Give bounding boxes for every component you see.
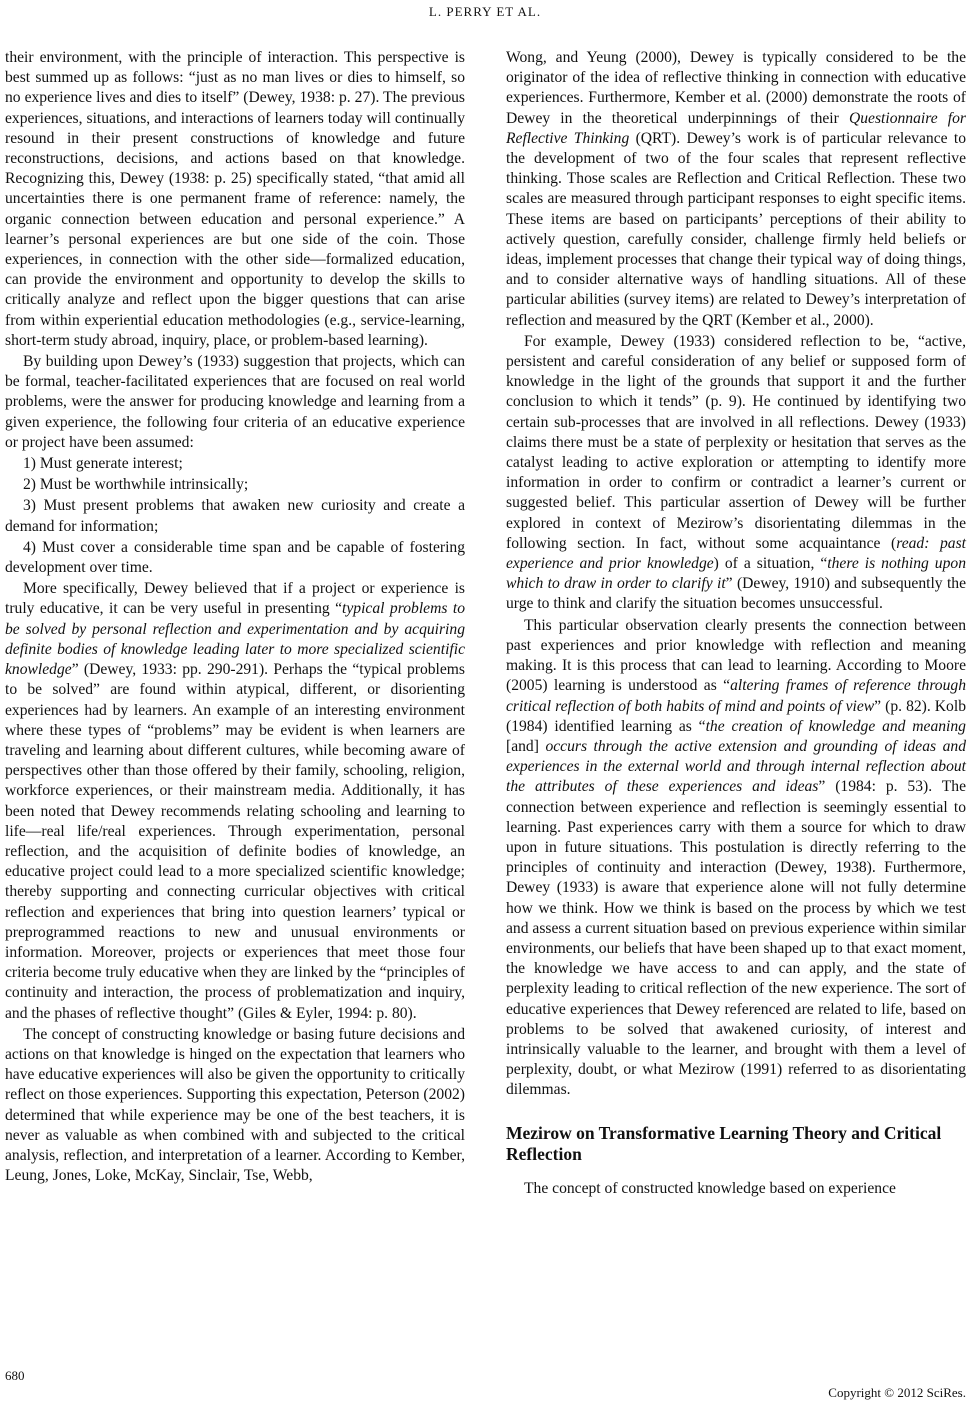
criteria-item-2: 2) Must be worthwhile intrinsically; — [23, 476, 249, 494]
title-italic: Questionnaire for Reflective Thinking — [506, 109, 966, 147]
text: For example, Dewey (1933) considered reflection to be, “active, persistent and careful consideration of any belief or supposed form of knowledge in the light of the grounds that support it and the further conclusion to which it tends” (p. 9). He continued by identifying two certain sub-processes that are involved in all reflections. Dewey (1933) claims there must be a state of perplexity or hesitation that serves as the catalyst leading to active exploration or attempting to identify more information in order to confirm or contradict a learner’s current or suggested belief. This particular assertion of Dewey will be further explored in context of Mezirow’s disorientating dilemmas in the following section. In fact, without some acquaintance ( — [506, 332, 966, 552]
text: This particular observation clearly presents the connection between past experiences and prior knowledge with reflection and meaning making. It is this process that can lead to learning. According to Moore (2005) learning is understood as “ — [506, 616, 966, 695]
quote: typical problems to be solved by personal reflection and experimentation and by acquiring definite bodies of knowledge leading later to more specialized scientific knowledge — [5, 600, 465, 679]
right-column — [506, 48, 966, 1199]
paragraph — [5, 579, 465, 1023]
paragraph: their environment, with the principle of interaction. This perspective is best summed up as follows: “just as no man lives or dies to himself, so no experience lives and dies to itself” (Dewey, 1938: p. 27). The previous experiences, situations, and interactions of learners today will continually resound in their present constructions of knowledge and future reconstructions, decisions, and actions based on that knowledge. Recognizing this, Dewey (1938: p. 25) specifically stated, “that amid all uncertainties there is one permanent frame of reference: namely, the organic connection between education and personal experience.” A learner’s personal experiences are but one side of the coin. Those experiences, in connection with the other side—formalized education, can provide the environment and opportunity to develop the skills to critically analyze and reflect upon the bigger questions that can arise from within experiential education methodologies (e.g., service-learning, short-term study abroad, inquiry, place, or problem-based learning). — [5, 49, 465, 349]
read-rest-italic: : past experience and prior knowledge — [506, 534, 966, 573]
paragraph — [506, 48, 966, 331]
text: ” (1984: p. 53). The connection between experience and reflection is seemingly essential to learning. Past experiences carry with them a source for which to draw upon in future situations. This postulation is directly referring to the principles of continuity and interaction (Dewey, 1938). Furthermore, Dewey (1933) is aware that experience alone will not fully determine how we think. How we think is based on the process by which we test and assess a current situation based on previous experience within similar environments, our beliefs that have been shaped up to that exact moment, the knowledge we have access to and can apply, and the state of perplexity leading to critical reflection of the new experience. The sort of educative experiences that Dewey referenced are related to life, based on problems to be solved that awakened curiosity, of interest and intrinsically valuable to the learner, and brought with them a level of perplexity, doubt, or what Mezirow (1991) referred to as disorientating dilemmas. — [506, 778, 966, 1099]
criteria-item-4: 4) Must cover a considerable time span and be capable of fostering development over time. — [5, 538, 465, 577]
paragraph — [506, 616, 966, 1101]
paragraph: The concept of constructing knowledge or basing future decisions and actions on that knowledge is hinged on the expectation that learners who have educative experiences will also be given the opportunity to critically reflect on those experiences. Supporting this expectation, Peterson (2002) determined that while experience may be one of the best teachers, it is never as valuable as when combined with and subjected to the critical analysis, reflection, and interpretation of a learner. According to Kember, Leung, Jones, Loke, McKay, Sinclair, Tse, Webb, — [5, 1025, 465, 1185]
page-number: 680 — [5, 1368, 25, 1383]
paragraph: The concept of constructed knowledge based on experience — [524, 1179, 896, 1197]
quote: there is nothing upon which to draw in order to clarify it — [506, 555, 966, 593]
paragraph: By building upon Dewey’s (1933) suggestion that projects, which can be formal, teacher-facilitated experiences that are focused on real world problems, were the answer for producing knowledge and learning from a given experience, the following four criteria of an educative experience or project have been assumed: — [5, 353, 465, 451]
criteria-item-1: 1) Must generate interest; — [23, 455, 183, 473]
text: More specifically, Dewey believed that if a project or experience is truly educative, it can be very useful in presenting “ — [5, 580, 465, 618]
text: [and] — [506, 737, 546, 755]
text: ) of a situation, “ — [713, 555, 828, 573]
text: ” (Dewey, 1910) and subsequently the urge to think and clarify the situation becomes unsuccessful. — [506, 575, 967, 613]
quote: altering frames of reference through critical reflection of both habits of mind and points of view — [506, 677, 966, 715]
text: Wong, and Yeung (2000), Dewey is typically considered to be the originator of the idea of reflective thinking in connection with educative experiences. Furthermore, Kember et al. (2000) demonstrate the roots of Dewey in the theoretical underpinnings of their — [506, 49, 966, 127]
text: (QRT). Dewey’s work is of particular relevance to the development of two of the four scales that represent reflective thinking. Those scales are Reflection and Critical Reflection. These two scales are measured through participant responses to eight specific items. These items are based on participants’ perceptions of their ability to actively question, carefully consider, challenge firmly held beliefs or ideas, implement processes that change their typical way of doing things, and to consider alternative ways of handling situations. All of these particular abilities (survey items) are related to Dewey’s interpretation of reflection and measured by the QRT (Kember et al., 2000). — [506, 129, 966, 329]
quote: the creation of knowledge and meaning — [705, 717, 966, 735]
paragraph — [506, 332, 966, 615]
section-heading: Mezirow on Transformative Learning Theory and Critical Reflection — [506, 1122, 942, 1164]
read-italic: read — [896, 534, 925, 552]
copyright: Copyright © 2012 SciRes. — [828, 1385, 966, 1400]
text: ” (Dewey, 1933: pp. 290-291). Perhaps the “typical problems to be solved” are found within atypical, different, or disorienting experiences had by learners. An example of an interesting environment where these types of “problems” may be evident is when learners are traveling and learning about different cultures, while becoming aware of perspectives other than those offered by their family, schooling, religion, workforce experiences, or their mainstream media. Additionally, it has been noted that Dewey recommends relating schooling and learning to life—real life/real experiences. Through experimentation, personal reflection, and the acquisition of definite bodies of knowledge, an educative project could lead to a more specialized scientific knowledge; thereby supporting and connecting curricular objectives with critical reflection and experiences that bring into question learners’ typical or preprogrammed reactions to new and unusual environments or information. Moreover, projects or experiences that meet those four criteria become truly educative when they are linked by the “principles of continuity and interaction, the process of problematization and inquiry, and the phases of reflective thought” (Giles & Eyler, 1994: p. 80). — [5, 661, 465, 1022]
quote: occurs through the active extension and grounding of ideas and experiences in the external world and through internal reflection about the attributes of these experiences and ideas — [506, 737, 966, 796]
criteria-item-3: 3) Must present problems that awaken new curiosity and create a demand for information; — [5, 497, 465, 535]
left-column — [5, 48, 465, 1186]
running-head: L. PERRY ET AL. — [428, 4, 542, 19]
text: ” (p. 82). Kolb (1984) identified learning as “ — [506, 697, 966, 735]
